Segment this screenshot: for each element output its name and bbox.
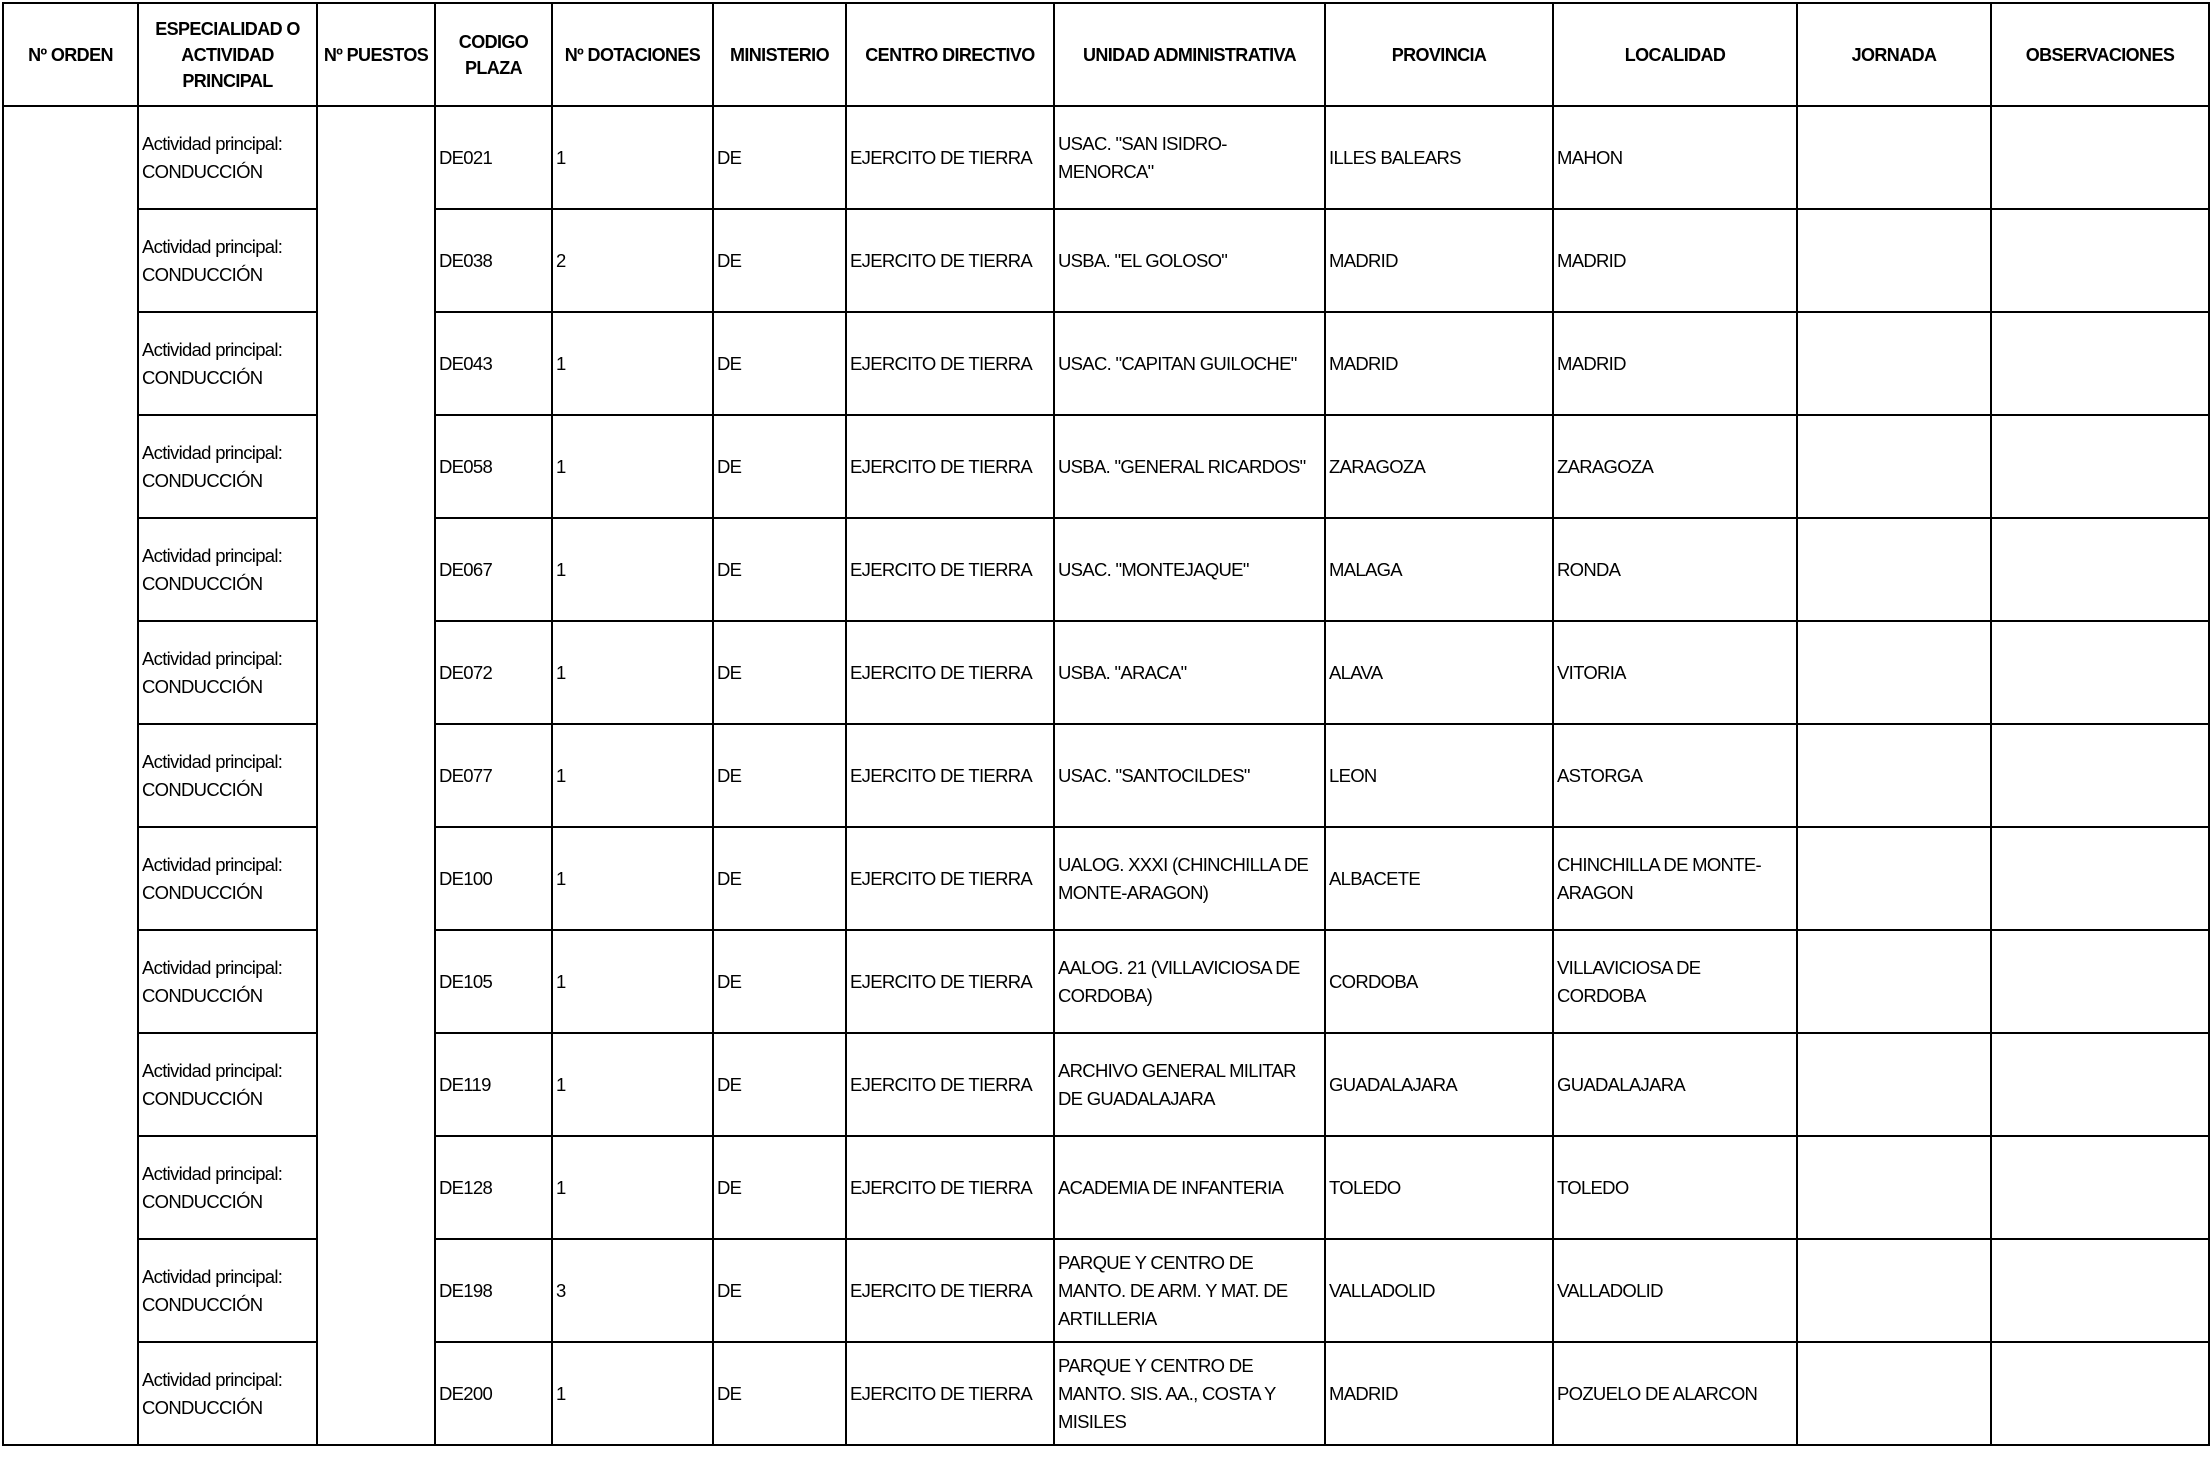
cell-codigo: DE105 [435, 930, 552, 1033]
plazas-table [2, 2, 2210, 1446]
cell-observaciones [1991, 1239, 2209, 1342]
cell-observaciones [1991, 724, 2209, 827]
cell-jornada [1797, 1239, 1991, 1342]
cell-actividad: Actividad principal: CONDUCCIÓN [138, 415, 317, 518]
cell-provincia: CORDOBA [1325, 930, 1553, 1033]
cell-centro: EJERCITO DE TIERRA [846, 1342, 1054, 1445]
cell-ministerio: DE [713, 1033, 846, 1136]
cell-dotaciones: 1 [552, 312, 713, 415]
header-n-dotaciones: Nº DOTACIONES [552, 3, 713, 106]
table-body [3, 106, 2209, 1445]
cell-n-orden [3, 106, 138, 1445]
cell-ministerio: DE [713, 312, 846, 415]
cell-dotaciones: 1 [552, 1136, 713, 1239]
cell-localidad: MADRID [1553, 209, 1797, 312]
cell-localidad: CHINCHILLA DE MONTE-ARAGON [1553, 827, 1797, 930]
header-observaciones: OBSERVACIONES [1991, 3, 2209, 106]
cell-centro: EJERCITO DE TIERRA [846, 1033, 1054, 1136]
cell-localidad: ZARAGOZA [1553, 415, 1797, 518]
cell-centro: EJERCITO DE TIERRA [846, 415, 1054, 518]
cell-ministerio: DE [713, 1239, 846, 1342]
header-provincia: PROVINCIA [1325, 3, 1553, 106]
cell-ministerio: DE [713, 724, 846, 827]
cell-localidad: MADRID [1553, 312, 1797, 415]
cell-provincia: MALAGA [1325, 518, 1553, 621]
cell-dotaciones: 1 [552, 1342, 713, 1445]
cell-centro: EJERCITO DE TIERRA [846, 518, 1054, 621]
cell-observaciones [1991, 209, 2209, 312]
cell-unidad: UALOG. XXXI (CHINCHILLA DE MONTE-ARAGON) [1054, 827, 1325, 930]
cell-centro: EJERCITO DE TIERRA [846, 930, 1054, 1033]
header-n-puestos: Nº PUESTOS [317, 3, 435, 106]
cell-actividad: Actividad principal: CONDUCCIÓN [138, 1342, 317, 1445]
cell-jornada [1797, 724, 1991, 827]
cell-ministerio: DE [713, 106, 846, 209]
cell-localidad: POZUELO DE ALARCON [1553, 1342, 1797, 1445]
cell-localidad: MAHON [1553, 106, 1797, 209]
cell-codigo: DE072 [435, 621, 552, 724]
cell-actividad: Actividad principal: CONDUCCIÓN [138, 518, 317, 621]
cell-provincia: ILLES BALEARS [1325, 106, 1553, 209]
cell-jornada [1797, 1033, 1991, 1136]
cell-jornada [1797, 209, 1991, 312]
cell-unidad: PARQUE Y CENTRO DE MANTO. DE ARM. Y MAT. DE ARTILLERIA [1054, 1239, 1325, 1342]
cell-dotaciones: 1 [552, 106, 713, 209]
cell-codigo: DE200 [435, 1342, 552, 1445]
cell-dotaciones: 1 [552, 827, 713, 930]
cell-actividad: Actividad principal: CONDUCCIÓN [138, 312, 317, 415]
cell-provincia: MADRID [1325, 1342, 1553, 1445]
cell-jornada [1797, 518, 1991, 621]
cell-provincia: ALBACETE [1325, 827, 1553, 930]
cell-jornada [1797, 415, 1991, 518]
cell-ministerio: DE [713, 1342, 846, 1445]
cell-localidad: GUADALAJARA [1553, 1033, 1797, 1136]
cell-ministerio: DE [713, 518, 846, 621]
cell-codigo: DE067 [435, 518, 552, 621]
cell-codigo: DE077 [435, 724, 552, 827]
header-localidad: LOCALIDAD [1553, 3, 1797, 106]
cell-jornada [1797, 1342, 1991, 1445]
cell-localidad: TOLEDO [1553, 1136, 1797, 1239]
cell-unidad: USAC. "MONTEJAQUE" [1054, 518, 1325, 621]
cell-observaciones [1991, 1136, 2209, 1239]
header-codigo-plaza: CODIGO PLAZA [435, 3, 552, 106]
cell-dotaciones: 1 [552, 1033, 713, 1136]
cell-provincia: GUADALAJARA [1325, 1033, 1553, 1136]
cell-jornada [1797, 930, 1991, 1033]
cell-provincia: MADRID [1325, 209, 1553, 312]
cell-unidad: USBA. "EL GOLOSO" [1054, 209, 1325, 312]
cell-n-puestos [317, 106, 435, 1445]
cell-jornada [1797, 827, 1991, 930]
cell-actividad: Actividad principal: CONDUCCIÓN [138, 621, 317, 724]
cell-codigo: DE021 [435, 106, 552, 209]
cell-unidad: USBA. "GENERAL RICARDOS" [1054, 415, 1325, 518]
cell-jornada [1797, 312, 1991, 415]
cell-unidad: USAC. "CAPITAN GUILOCHE" [1054, 312, 1325, 415]
cell-actividad: Actividad principal: CONDUCCIÓN [138, 724, 317, 827]
cell-dotaciones: 1 [552, 415, 713, 518]
cell-actividad: Actividad principal: CONDUCCIÓN [138, 1239, 317, 1342]
cell-localidad: VALLADOLID [1553, 1239, 1797, 1342]
cell-centro: EJERCITO DE TIERRA [846, 1239, 1054, 1342]
cell-dotaciones: 1 [552, 518, 713, 621]
cell-actividad: Actividad principal: CONDUCCIÓN [138, 827, 317, 930]
header-n-orden: Nº ORDEN [3, 3, 138, 106]
cell-provincia: LEON [1325, 724, 1553, 827]
header-especialidad: ESPECIALIDAD O ACTIVIDAD PRINCIPAL [138, 3, 317, 106]
cell-jornada [1797, 106, 1991, 209]
cell-localidad: VITORIA [1553, 621, 1797, 724]
cell-actividad: Actividad principal: CONDUCCIÓN [138, 1033, 317, 1136]
cell-centro: EJERCITO DE TIERRA [846, 827, 1054, 930]
cell-unidad: USAC. "SAN ISIDRO-MENORCA" [1054, 106, 1325, 209]
cell-centro: EJERCITO DE TIERRA [846, 724, 1054, 827]
cell-observaciones [1991, 106, 2209, 209]
cell-observaciones [1991, 312, 2209, 415]
cell-actividad: Actividad principal: CONDUCCIÓN [138, 106, 317, 209]
cell-centro: EJERCITO DE TIERRA [846, 106, 1054, 209]
cell-codigo: DE038 [435, 209, 552, 312]
cell-localidad: ASTORGA [1553, 724, 1797, 827]
cell-dotaciones: 1 [552, 724, 713, 827]
header-ministerio: MINISTERIO [713, 3, 846, 106]
cell-ministerio: DE [713, 827, 846, 930]
cell-observaciones [1991, 1033, 2209, 1136]
cell-observaciones [1991, 621, 2209, 724]
header-row [3, 3, 2209, 106]
cell-observaciones [1991, 827, 2209, 930]
cell-ministerio: DE [713, 209, 846, 312]
table-row [3, 106, 2209, 209]
cell-codigo: DE100 [435, 827, 552, 930]
cell-provincia: ZARAGOZA [1325, 415, 1553, 518]
cell-unidad: ACADEMIA DE INFANTERIA [1054, 1136, 1325, 1239]
cell-dotaciones: 1 [552, 621, 713, 724]
cell-unidad: USBA. "ARACA" [1054, 621, 1325, 724]
cell-unidad: AALOG. 21 (VILLAVICIOSA DE CORDOBA) [1054, 930, 1325, 1033]
cell-codigo: DE128 [435, 1136, 552, 1239]
cell-dotaciones: 3 [552, 1239, 713, 1342]
cell-dotaciones: 1 [552, 930, 713, 1033]
cell-jornada [1797, 621, 1991, 724]
header-centro-directivo: CENTRO DIRECTIVO [846, 3, 1054, 106]
cell-observaciones [1991, 930, 2209, 1033]
cell-centro: EJERCITO DE TIERRA [846, 621, 1054, 724]
cell-dotaciones: 2 [552, 209, 713, 312]
cell-codigo: DE058 [435, 415, 552, 518]
cell-centro: EJERCITO DE TIERRA [846, 209, 1054, 312]
cell-centro: EJERCITO DE TIERRA [846, 1136, 1054, 1239]
cell-unidad: ARCHIVO GENERAL MILITAR DE GUADALAJARA [1054, 1033, 1325, 1136]
header-unidad-administrativa: UNIDAD ADMINISTRATIVA [1054, 3, 1325, 106]
cell-ministerio: DE [713, 930, 846, 1033]
cell-unidad: USAC. "SANTOCILDES" [1054, 724, 1325, 827]
cell-ministerio: DE [713, 1136, 846, 1239]
cell-codigo: DE198 [435, 1239, 552, 1342]
cell-ministerio: DE [713, 415, 846, 518]
cell-actividad: Actividad principal: CONDUCCIÓN [138, 930, 317, 1033]
cell-codigo: DE119 [435, 1033, 552, 1136]
cell-codigo: DE043 [435, 312, 552, 415]
cell-actividad: Actividad principal: CONDUCCIÓN [138, 209, 317, 312]
cell-jornada [1797, 1136, 1991, 1239]
cell-observaciones [1991, 518, 2209, 621]
header-jornada: JORNADA [1797, 3, 1991, 106]
cell-ministerio: DE [713, 621, 846, 724]
cell-centro: EJERCITO DE TIERRA [846, 312, 1054, 415]
cell-provincia: TOLEDO [1325, 1136, 1553, 1239]
cell-provincia: MADRID [1325, 312, 1553, 415]
cell-localidad: VILLAVICIOSA DE CORDOBA [1553, 930, 1797, 1033]
cell-provincia: VALLADOLID [1325, 1239, 1553, 1342]
cell-provincia: ALAVA [1325, 621, 1553, 724]
cell-observaciones [1991, 1342, 2209, 1445]
cell-unidad: PARQUE Y CENTRO DE MANTO. SIS. AA., COSTA Y MISILES [1054, 1342, 1325, 1445]
cell-observaciones [1991, 415, 2209, 518]
cell-localidad: RONDA [1553, 518, 1797, 621]
cell-actividad: Actividad principal: CONDUCCIÓN [138, 1136, 317, 1239]
